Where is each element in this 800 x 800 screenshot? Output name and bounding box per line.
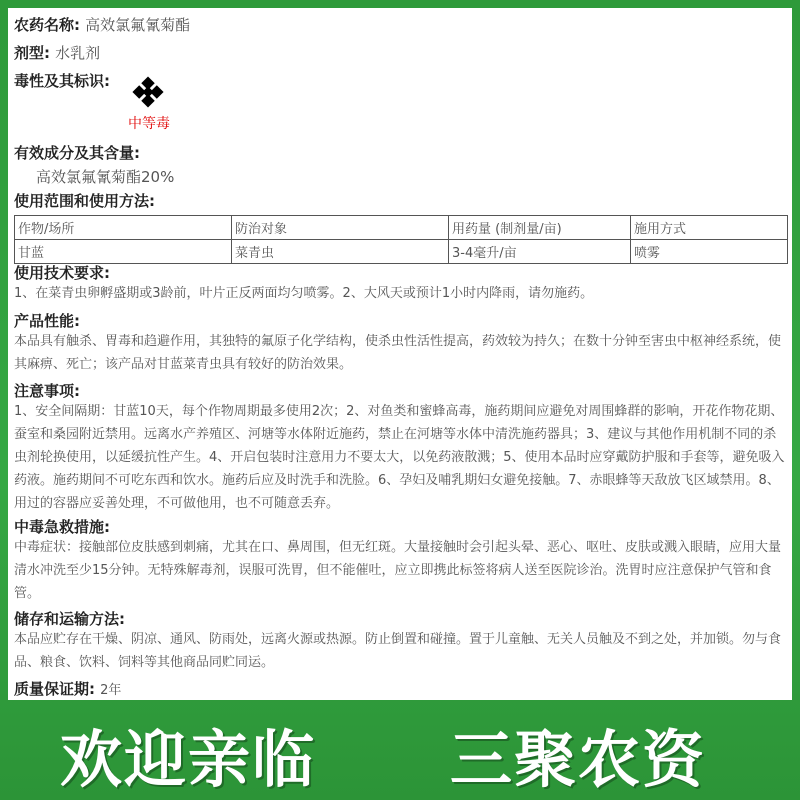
first-aid-title: 中毒急救措施: bbox=[14, 518, 110, 536]
table-header-cell: 作物/场所 bbox=[15, 216, 232, 240]
table-cell: 菜青虫 bbox=[232, 240, 449, 264]
first-aid-section bbox=[14, 516, 110, 537]
warranty-row bbox=[14, 678, 121, 699]
usage-table bbox=[14, 215, 788, 264]
table-header-row bbox=[15, 216, 788, 240]
product-name-label: 农药名称: bbox=[14, 16, 80, 34]
notes-title: 注意事项: bbox=[14, 382, 80, 400]
usage-title: 使用范围和使用方法: bbox=[14, 192, 155, 210]
table-header-cell: 防治对象 bbox=[232, 216, 449, 240]
storage-text: 本品应贮存在干燥、阴凉、通风、防雨处，远离火源或热源。防止倒置和碰撞。置于儿童触、无关人员触及不到之处，并加锁。勿与食品、粮食、饮料、饲料等其他商品同贮同运。 bbox=[14, 632, 782, 670]
formulation: 水乳剂 bbox=[55, 44, 101, 62]
storage-title: 储存和运输方法: bbox=[14, 610, 125, 628]
performance-section bbox=[14, 310, 80, 331]
table-row bbox=[15, 240, 788, 264]
warranty-label: 质量保证期: bbox=[14, 680, 95, 698]
formulation-row bbox=[14, 42, 100, 63]
notes-text: 1、安全间隔期：甘蓝10天，每个作物周期最多使用2次；2、对鱼类和蜜蜂高毒，施药期间应避免对周围蜂群的影响，开花作物花期、蚕室和桑园附近禁用。远离水产养殖区、河塘等水体附近施药，禁止在河塘等水体中清洗施药器具；3、建议与其他作用机制不同的杀虫剂轮换使用，以延缓抗性产生。4、开启包装时注意用力不要太大，以免药液散溅；5、使用本品时应穿戴防护服和手套等，避免吸入药液。施药期间不可吃东西和饮水。施药后应及时洗手和洗脸。6、孕妇及哺乳期妇女避免接触。7、赤眼蜂等天敌放飞区域禁用。8、用过的容器应妥善处理，不可做他用，也不可随意丢弃。 bbox=[14, 404, 785, 511]
storage-section bbox=[14, 608, 125, 629]
notes-section bbox=[14, 380, 80, 401]
table-header-cell: 施用方式 bbox=[631, 216, 788, 240]
table-cell: 甘蓝 bbox=[15, 240, 232, 264]
ingredient-row bbox=[14, 142, 140, 163]
toxicity-label: 毒性及其标识: bbox=[14, 72, 110, 90]
performance-text: 本品具有触杀、胃毒和趋避作用，其独特的氟原子化学结构，使杀虫性活性提高，药效较为持久；在数十分钟至害虫中枢神经系统，使其麻痹、死亡；该产品对甘蓝菜青虫具有较好的防治效果。 bbox=[14, 334, 782, 372]
footer-brand-text: 三聚农资 bbox=[450, 723, 707, 796]
usage-section bbox=[14, 190, 155, 211]
performance-title: 产品性能: bbox=[14, 312, 80, 330]
formulation-label: 剂型: bbox=[14, 44, 50, 62]
table-cell: 3-4毫升/亩 bbox=[449, 240, 631, 264]
ingredient-value: 高效氯氟氰菊酯20% bbox=[36, 168, 175, 186]
toxicity-diamond-icon bbox=[128, 72, 168, 112]
tech-title: 使用技术要求: bbox=[14, 264, 110, 282]
table-cell: 喷雾 bbox=[631, 240, 788, 264]
toxicity-text: 中等毒 bbox=[128, 116, 170, 132]
label-panel bbox=[8, 8, 792, 700]
warranty-value: 2年 bbox=[100, 683, 122, 698]
product-name-row bbox=[14, 14, 190, 35]
toxicity-row bbox=[14, 70, 110, 91]
first-aid-text: 中毒症状：接触部位皮肤感到刺痛，尤其在口、鼻周围，但无红斑。大量接触时会引起头晕、恶心、呕吐、皮肤或溅入眼睛，应用大量清水冲洗至少15分钟。无特殊解毒剂，误服可洗胃，但不能催吐，应立即携此标签将病人送至医院诊治。洗胃时应注意保护气管和食管。 bbox=[14, 540, 782, 601]
ingredient-label: 有效成分及其含量: bbox=[14, 144, 140, 162]
footer-welcome-text: 欢迎亲临 bbox=[60, 723, 317, 796]
tech-text: 1、在菜青虫卵孵盛期或3龄前，叶片正反两面均匀喷雾。2、大风天或预计1小时内降雨，请勿施药。 bbox=[14, 286, 594, 301]
tech-section bbox=[14, 262, 110, 283]
product-name: 高效氯氟氰菊酯 bbox=[85, 16, 191, 34]
table-header-cell: 用药量 (制剂量/亩) bbox=[449, 216, 631, 240]
